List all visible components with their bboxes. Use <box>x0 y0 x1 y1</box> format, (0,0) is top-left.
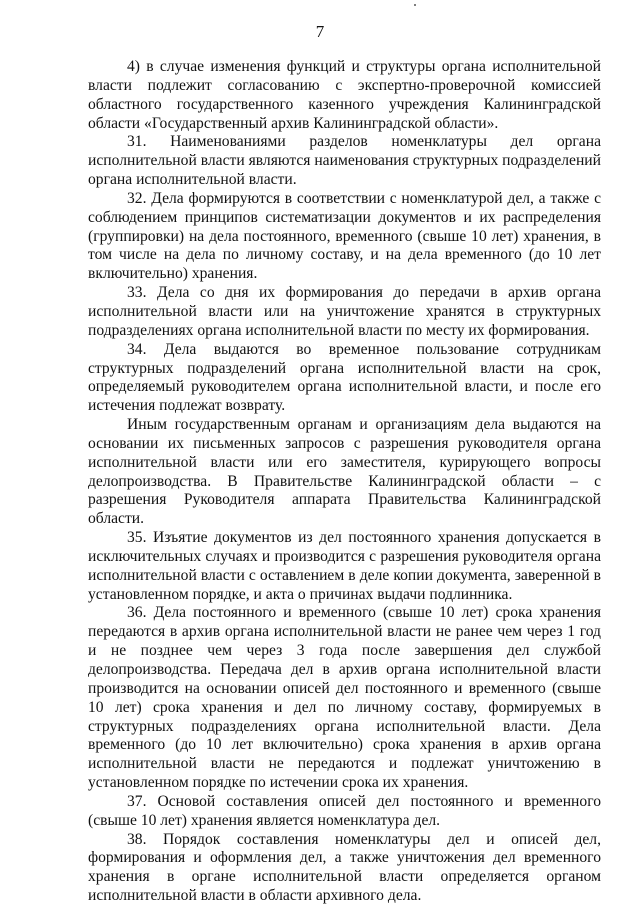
scan-speck <box>414 4 416 6</box>
paragraph-34-continued: Иным государственным органам и организациям дела выдаются на основании их письменных запросов с разрешения руководителя органа исполнительной власти или его заместителя, курирующего вопросы делопроизводства. В Правительстве Калининградской области – с разрешения Руководителя аппарата Правительства Калининградской области. <box>88 416 601 528</box>
paragraph-38: 38. Порядок составления номенклатуры дел и описей дел, формирования и оформления дел, а также уничтожения дел временного хранения в органе исполнительной власти определяется органом исполнительной власти в области архивного дела. <box>88 830 601 905</box>
paragraph-35: 35. Изъятие документов из дел постоянного хранения допускается в исключительных случаях и производится с разрешения руководителя органа исполнительной власти с оставлением в деле копии документа, заверенной в установленном порядке, и акта о причинах выдачи подлинника. <box>88 529 601 603</box>
paragraph-31: 31. Наименованиями разделов номенклатуры дел органа исполнительной власти являются наименования структурных подразделений органа исполнительной власти. <box>88 133 601 189</box>
document-body <box>88 58 601 906</box>
paragraph-36: 36. Дела постоянного и временного (свыше 10 лет) срока хранения передаются в архив органа исполнительной власти не ранее чем через 1 год и не позднее чем через 3 года после завершения дел службой делопроизводства. Передача дел в архив органа исполнительной власти производится на основании описей дел постоянного и временного (свыше 10 лет) срока хранения и дел по личному составу, формируемых в структурных подразделениях органа исполнительной власти. Дела временного (до 10 лет включительно) срока хранения в архив органа исполнительной власти не передаются и подлежат уничтожению в установленном порядке по истечении срока их хранения. <box>88 604 601 792</box>
paragraph-item-4: 4) в случае изменения функций и структуры органа исполнительной власти подлежит согласованию с экспертно-проверочной комиссией областного государственного казенного учреждения Калининградской области «Государственный архив Калининградской области». <box>88 58 601 132</box>
paragraph-33: 33. Дела со дня их формирования до передачи в архив органа исполнительной власти или на уничтожение хранятся в структурных подразделениях органа исполнительной власти по месту их формирования. <box>88 284 601 339</box>
paragraph-37: 37. Основой составления описей дел постоянного и временного (свыше 10 лет) хранения является номенклатура дел. <box>88 792 601 829</box>
page-number: 7 <box>315 22 325 41</box>
paragraph-34: 34. Дела выдаются во временное пользование сотрудникам структурных подразделений органа исполнительной власти на срок, определяемый руководителем органа исполнительной власти, и после его истечения подлежат возврату. <box>88 340 601 415</box>
paragraph-32: 32. Дела формируются в соответствии с номенклатурой дел, а также с соблюдением принципов систематизации документов и их распределения (группировки) на дела постоянного, временного (свыше 10 лет) хранения, в том числе на дела по личному составу, и на дела временного (до 10 лет включительно) хранения. <box>88 189 601 283</box>
